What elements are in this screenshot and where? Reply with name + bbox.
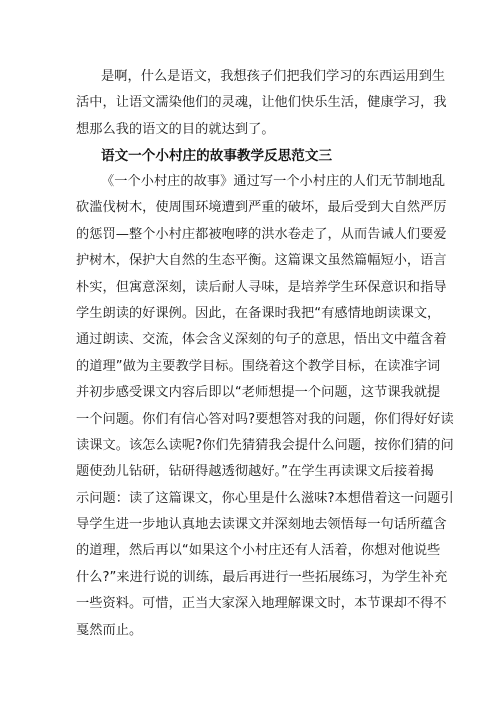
paragraph-line: 示问题：读了这篇课文，你心里是什么滋味?本想借着这一问题引 (76, 490, 454, 506)
paragraph-body (76, 169, 454, 644)
paragraph-line: 读课文。该怎么读呢?你们先猜猜我会提什么问题，按你们猜的问 (76, 437, 454, 453)
paragraph-line: 活中，让语文濡染他们的灵魂，让他们快乐生活，健康学习，我 (76, 95, 447, 111)
paragraph-line: 的惩罚—整个小村庄都被咆哮的洪水卷走了，从而告诫人们要爱 (76, 226, 447, 242)
paragraph-line: 什么?”来进行说的训练，最后再进行一些拓展练习，为学生补充 (76, 569, 448, 585)
paragraph-line: 戛然而止。 (76, 622, 143, 638)
paragraph-line: 一些资料。可惜，正当大家深入地理解课文时，本节课却不得不 (76, 596, 447, 612)
paragraph-line: 导学生进一步地认真地去读课文并深刻地去领悟每一句话所蕴含 (76, 517, 447, 533)
section-heading: 语文一个小村庄的故事教学反思范文三 (101, 148, 333, 164)
paragraph-line: 并初步感受课文内容后即以“老师想提一个问题，这节课我就提 (76, 385, 441, 401)
paragraph-line: 通过朗读、交流，体会含义深刻的句子的意思，悟出文中蕴含着 (76, 332, 447, 348)
paragraph-line: 的道理，然后再以“如果这个小村庄还有人活着，你想对他说些 (76, 543, 441, 559)
paragraph-line: 的道理”做为主要教学目标。围绕着这个教学目标，在读准字词 (76, 358, 441, 374)
paragraph-line: 护树木，保护大自然的生态平衡。这篇课文虽然篇幅短小，语言 (76, 253, 447, 269)
paragraph-line: 题使劲儿钻研，钻研得越透彻越好。”在学生再读课文后接着揭 (76, 464, 434, 480)
paragraph-intro (76, 64, 447, 143)
paragraph-line: 一个问题。你们有信心答对吗?要想答对我的问题，你们得好好读 (76, 411, 454, 427)
paragraph-line: 朴实，但寓意深刻，读后耐人寻味，是培养学生环保意识和指导 (76, 279, 447, 295)
paragraph-line: 《一个小村庄的故事》通过写一个小村庄的人们无节制地乱 (101, 174, 446, 189)
paragraph-line: 想那么我的语文的目的就达到了。 (76, 121, 275, 137)
paragraph-line: 学生朗读的好课例。因此，在备课时我把“有感情地朗读课文， (76, 305, 441, 321)
paragraph-line: 是啊，什么是语文，我想孩子们把我们学习的东西运用到生 (101, 69, 446, 84)
paragraph-line: 砍滥伐树木，使周围环境遭到严重的破坏，最后受到大自然严厉 (76, 200, 447, 216)
